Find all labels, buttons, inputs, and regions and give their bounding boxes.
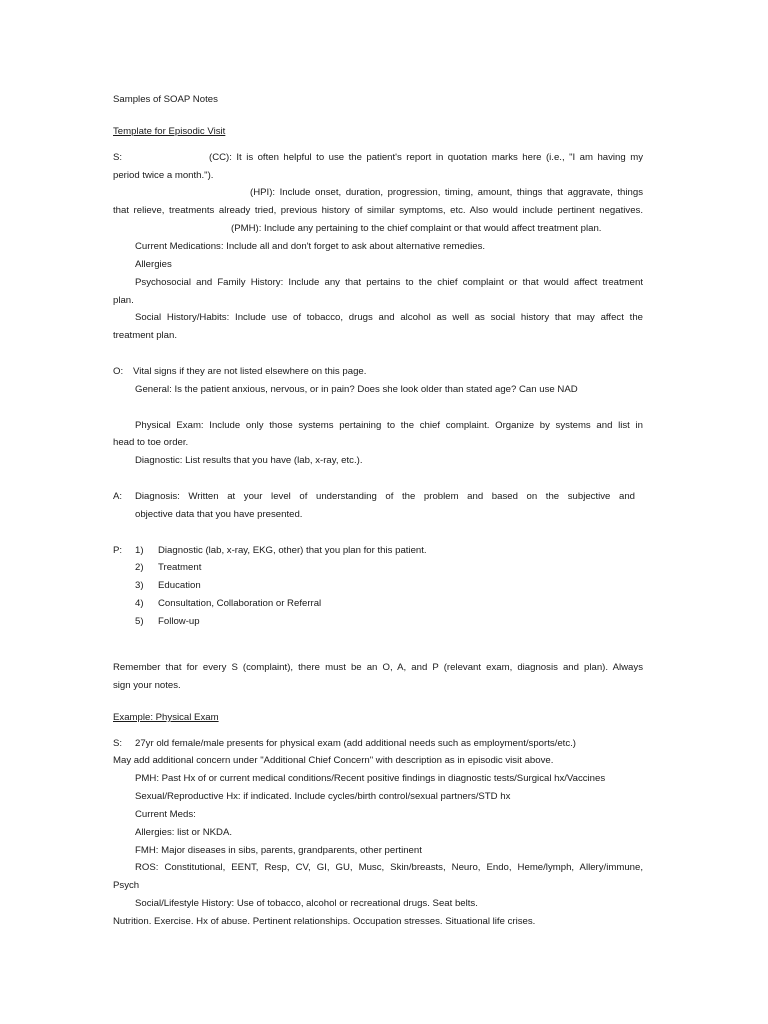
plan-item-text: Diagnostic (lab, x-ray, EKG, other) that you plan for this patient. xyxy=(158,545,427,556)
social-history: Social History/Habits: Include use of tobacco, drugs and alcohol as well as social history that may affect the xyxy=(135,312,643,323)
nutrition-line: Nutrition. Exercise. Hx of abuse. Pertinent relationships. Occupation stresses. Situational life crises. xyxy=(113,916,536,927)
cc-line: (CC): It is often helpful to use the patient's report in quotation marks here (i.e., "I am having my xyxy=(209,152,643,163)
cc-continuation: period twice a month."). xyxy=(113,170,214,181)
a-label: A: xyxy=(113,491,123,502)
ros-line: ROS: Constitutional, EENT, Resp, CV, GI, GU, Musc, Skin/breasts, Neuro, Endo, Heme/lymph, Allery/immune, xyxy=(135,862,643,873)
plan-item-number: 1) xyxy=(135,545,144,556)
example-heading: Example: Physical Exam xyxy=(113,712,219,723)
plan-item-text: Follow-up xyxy=(158,616,200,627)
plan-item-text: Consultation, Collaboration or Referral xyxy=(158,598,322,609)
ros-continuation: Psych xyxy=(113,880,140,891)
sexual-reproductive-hx: Sexual/Reproductive Hx: if indicated. Include cycles/birth control/sexual partners/STD hx xyxy=(135,791,511,802)
s-label: S: xyxy=(113,152,123,163)
current-medications: Current Medications: Include all and don't forget to ask about alternative remedies. xyxy=(135,241,486,252)
template-heading: Template for Episodic Visit xyxy=(113,126,226,137)
hpi-line: (HPI): Include onset, duration, progression, timing, amount, things that aggravate, things xyxy=(250,187,643,198)
general-line: General: Is the patient anxious, nervous, or in pain? Does she look older than stated age? Can use NAD xyxy=(135,384,578,395)
p-label: P: xyxy=(113,545,123,556)
diagnosis-line: Diagnosis: Written at your level of understanding of the problem and based on the subjective and xyxy=(135,491,635,502)
psychosocial-history: Psychosocial and Family History: Include any that pertains to the chief complaint or that would affect treatment xyxy=(135,277,643,288)
additional-concern: May add additional concern under "Additional Chief Concern" with description as in episodic visit above. xyxy=(113,755,554,766)
social-continuation: treatment plan. xyxy=(113,330,177,341)
example-current-meds: Current Meds: xyxy=(135,809,196,820)
diagnostic-line: Diagnostic: List results that you have (lab, x-ray, etc.). xyxy=(135,455,363,466)
fmh-line: FMH: Major diseases in sibs, parents, grandparents, other pertinent xyxy=(135,845,422,856)
physical-exam-continuation: head to toe order. xyxy=(113,437,189,448)
document-title: Samples of SOAP Notes xyxy=(113,94,218,105)
plan-item-text: Treatment xyxy=(158,562,202,573)
vital-signs: Vital signs if they are not listed elsewhere on this page. xyxy=(133,366,367,377)
diagnosis-continuation: objective data that you have presented. xyxy=(135,509,303,520)
example-allergies: Allergies: list or NKDA. xyxy=(135,827,233,838)
example-s-label: S: xyxy=(113,738,123,749)
plan-item-text: Education xyxy=(158,580,201,591)
plan-item-number: 3) xyxy=(135,580,144,591)
example-pmh: PMH: Past Hx of or current medical conditions/Recent positive findings in diagnostic tests/Surgical hx/Vaccines xyxy=(135,773,606,784)
remember-note: Remember that for every S (complaint), there must be an O, A, and P (relevant exam, diagnosis and plan). Always xyxy=(113,662,643,673)
psychosocial-continuation: plan. xyxy=(113,295,134,306)
plan-item-number: 2) xyxy=(135,562,144,573)
plan-item-number: 4) xyxy=(135,598,144,609)
physical-exam: Physical Exam: Include only those systems pertaining to the chief complaint. Organize by systems and list in xyxy=(135,420,643,431)
plan-item-number: 5) xyxy=(135,616,144,627)
example-s-text: 27yr old female/male presents for physical exam (add additional needs such as employment/sports/etc.) xyxy=(135,738,576,749)
social-lifestyle-history: Social/Lifestyle History: Use of tobacco, alcohol or recreational drugs. Seat belts. xyxy=(135,898,478,909)
hpi-continuation: that relieve, treatments already tried, previous history of similar symptoms, etc. Also would include pertinent negatives. xyxy=(113,205,643,216)
remember-continuation: sign your notes. xyxy=(113,680,181,691)
allergies: Allergies xyxy=(135,259,172,270)
o-label: O: xyxy=(113,366,124,377)
pmh-line: (PMH): Include any pertaining to the chief complaint or that would affect treatment plan. xyxy=(231,223,602,234)
